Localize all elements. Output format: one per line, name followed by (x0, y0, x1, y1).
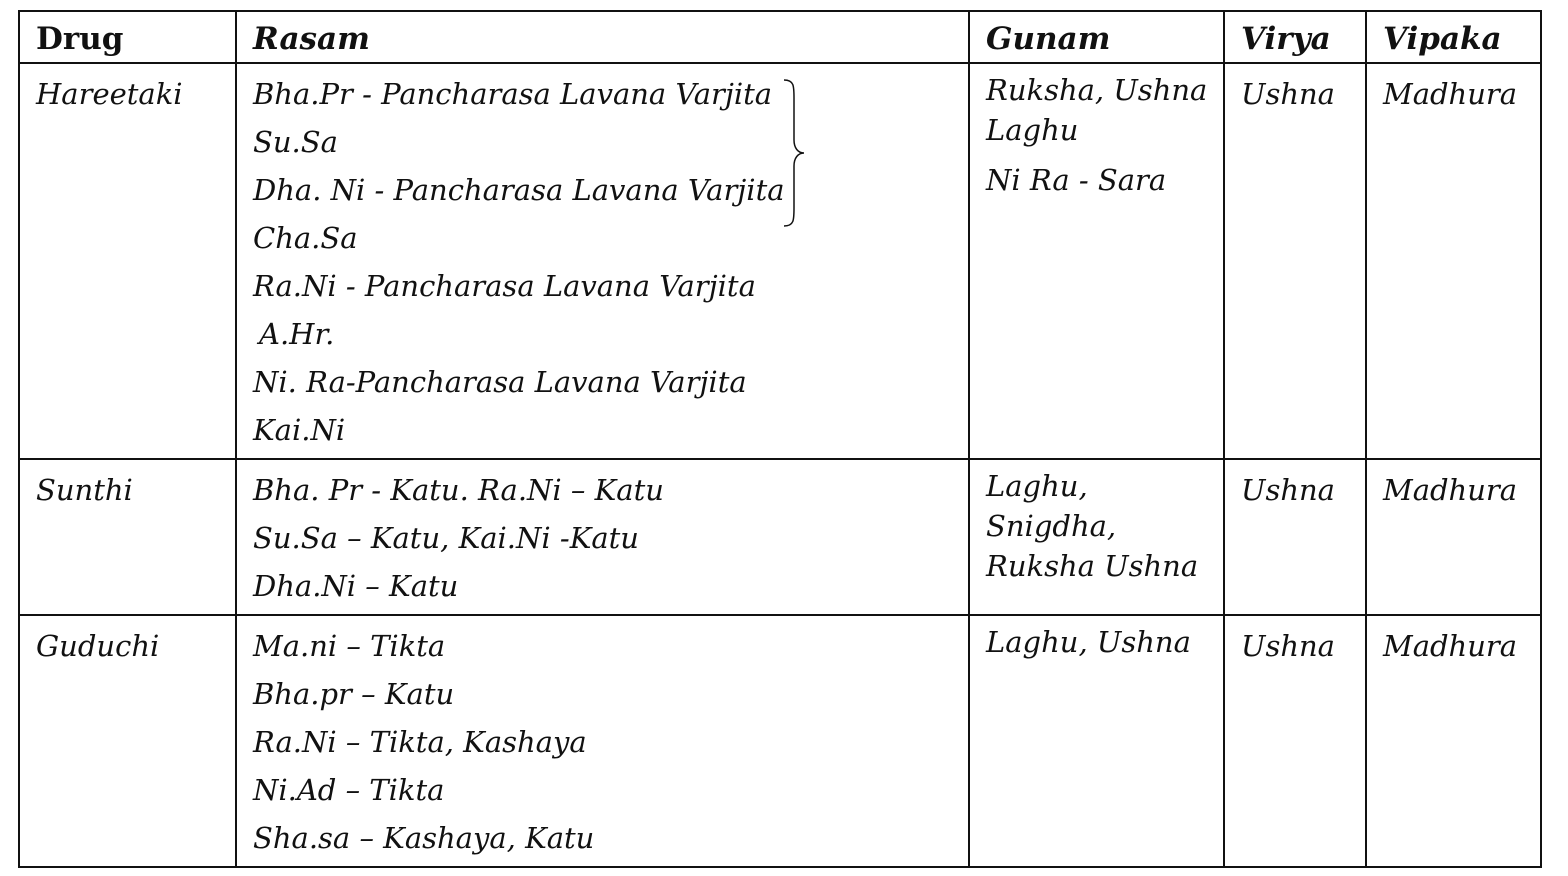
table-row (19, 459, 1541, 615)
virya-value: Ushna (1241, 629, 1335, 663)
column-header-rasam: Rasam (236, 11, 969, 63)
rasam-line: Sha.sa – Kashaya, Katu (253, 821, 595, 855)
drug-cell (19, 63, 236, 459)
gunam-cell (969, 63, 1224, 459)
vipaka-value: Madhura (1383, 629, 1518, 663)
vipaka-cell (1366, 459, 1541, 615)
rasam-line: Kai.Ni (253, 413, 346, 447)
virya-cell (1224, 63, 1366, 459)
rasam-line: Ni.Ad – Tikta (253, 773, 445, 807)
rasam-line: Ra.Ni – Tikta, Kashaya (253, 725, 587, 759)
rasam-line: Bha.pr – Katu (253, 677, 455, 711)
gunam-line: Ruksha Ushna (986, 549, 1199, 583)
rasam-line: Su.Sa (253, 125, 338, 159)
gunam-line: Laghu, Ushna (986, 625, 1191, 659)
vipaka-cell (1366, 63, 1541, 459)
virya-cell (1224, 459, 1366, 615)
vipaka-value: Madhura (1383, 473, 1518, 507)
rasam-line: Su.Sa – Katu, Kai.Ni -Katu (253, 521, 639, 555)
rasam-line: Dha. Ni - Pancharasa Lavana Varjita (253, 173, 785, 207)
drug-cell (19, 459, 236, 615)
column-header-vipaka: Vipaka (1366, 11, 1541, 63)
table-header-row (19, 11, 1541, 63)
gunam-line: Ruksha, Ushna (986, 73, 1208, 107)
drug-properties-table (18, 10, 1542, 868)
rasam-line: Ra.Ni - Pancharasa Lavana Varjita (253, 269, 756, 303)
rasam-line: Ma.ni – Tikta (253, 629, 446, 663)
column-header-gunam: Gunam (969, 11, 1224, 63)
drug-name: Hareetaki (36, 77, 183, 111)
virya-cell (1224, 615, 1366, 867)
rasam-cell (236, 459, 969, 615)
rasam-cell (236, 63, 969, 459)
rasam-line: Bha.Pr - Pancharasa Lavana Varjita (253, 77, 773, 111)
right-curly-brace-icon (782, 78, 806, 228)
rasam-line: Bha. Pr - Katu. Ra.Ni – Katu (253, 473, 664, 507)
column-header-drug: Drug (19, 11, 236, 63)
vipaka-value: Madhura (1383, 77, 1518, 111)
table-row (19, 615, 1541, 867)
rasam-line: Ni. Ra-Pancharasa Lavana Varjita (253, 365, 747, 399)
rasam-line: A.Hr. (259, 317, 335, 351)
table-row (19, 63, 1541, 459)
gunam-line: Laghu (986, 113, 1079, 147)
drug-name: Sunthi (36, 473, 133, 507)
gunam-line: Laghu, (986, 469, 1088, 503)
virya-value: Ushna (1241, 473, 1335, 507)
vipaka-cell (1366, 615, 1541, 867)
gunam-line: Ni Ra - Sara (986, 163, 1167, 197)
rasam-line: Cha.Sa (253, 221, 358, 255)
virya-value: Ushna (1241, 77, 1335, 111)
rasam-cell (236, 615, 969, 867)
drug-properties-table-wrapper (18, 10, 1542, 868)
gunam-cell (969, 459, 1224, 615)
gunam-cell (969, 615, 1224, 867)
drug-name: Guduchi (36, 629, 160, 663)
gunam-line: Snigdha, (986, 509, 1117, 543)
rasam-line: Dha.Ni – Katu (253, 569, 459, 603)
drug-cell (19, 615, 236, 867)
column-header-virya: Virya (1224, 11, 1366, 63)
